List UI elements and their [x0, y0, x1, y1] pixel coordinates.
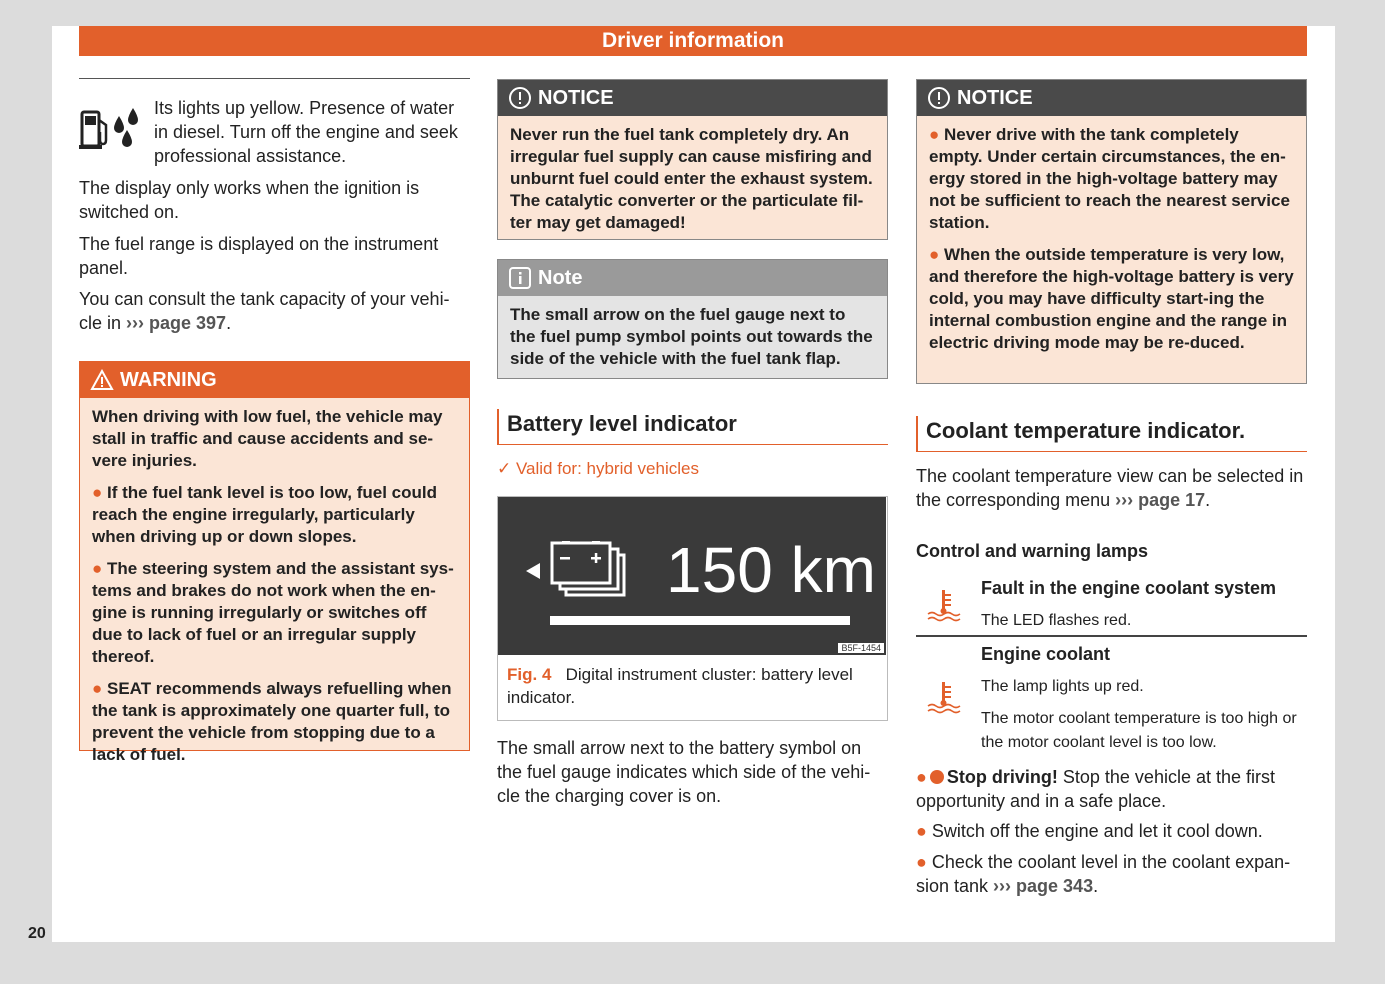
switch-off-text: Switch off the engine and let it cool down. — [926, 821, 1263, 841]
lamp-title: Engine coolant — [981, 644, 1111, 664]
battery-level-bar — [550, 616, 850, 625]
lamp-row-coolant — [916, 642, 1307, 762]
warning-bullet: ● The steering system and the assistant sys-tems and brakes do not work when the en-gine is running irregularly or switches off due to lack of fuel or an irregular supply thereof. — [92, 559, 454, 666]
step-switch-off: ● Switch off the engine and let it cool down. — [916, 821, 1263, 841]
range-value: 150 km — [666, 534, 876, 606]
check-coolant-period: . — [1093, 876, 1099, 896]
stop-driving-text: Stop the vehicle at the first opportunity and in a safe place. — [916, 767, 1275, 811]
notice-box-hybrid — [916, 79, 1307, 384]
warning-intro: When driving with low fuel, the vehicle may stall in traffic and cause accidents and se-vere injuries. — [92, 407, 443, 470]
coolant-temperature-icon — [926, 588, 962, 622]
instrument-display — [498, 497, 886, 655]
step-stop-driving: ●STOP Stop driving! Stop the vehicle at the first opportunity and in a safe place. — [916, 765, 1307, 813]
notice-body — [917, 116, 1306, 362]
page-17-link[interactable]: ››› page 17 — [1115, 490, 1206, 510]
coolant-intro — [916, 464, 1307, 512]
coolant-intro-text: The coolant temperature view can be selected in the corresponding menu — [916, 466, 1304, 510]
coolant-intro-period: . — [1205, 490, 1211, 510]
page-number: 20 — [28, 925, 46, 942]
tank-capacity-text: You can consult the tank capacity of your vehi-cle in — [79, 289, 450, 333]
check-coolant-text: Check the coolant level in the coolant expan-sion tank — [916, 852, 1291, 896]
warning-bullet-text: SEAT recommends always refuelling when the tank is approximately one quarter full, to prevent the vehicle from stopping due to a lack of fuel. — [92, 679, 452, 764]
warning-body — [80, 398, 469, 774]
lamps-heading: Control and warning lamps — [916, 541, 1149, 561]
coolant-section-title: Coolant temperature indicator. — [916, 416, 1307, 452]
notice-body: Never run the fuel tank completely dry. An irregular fuel supply can cause misfiring and unburnt fuel could enter the exhaust system. The catalytic converter or the particulate fil-ter may get damaged! — [510, 125, 873, 232]
page-header: Driver information — [79, 26, 1307, 56]
lamp-text: The LED flashes red. — [981, 612, 1132, 629]
figure-battery-cluster — [497, 496, 888, 721]
lamp-text: The lamp lights up red. — [981, 678, 1144, 695]
figure-label: Fig. 4 — [507, 665, 552, 684]
notice-bullet: ● When the outside temperature is very low, and therefore the high-voltage battery is very cold, you may have difficulty start-ing the internal combustion engine and the range in electric driving mode may be re-duced. — [929, 245, 1294, 352]
lamp-divider — [916, 635, 1307, 637]
exclamation-circle-icon — [508, 86, 532, 110]
lamp-text: The motor coolant temperature is too high or the motor coolant level is too low. — [981, 710, 1297, 751]
warning-bullet: ● If the fuel tank level is too low, fuel could reach the engine irregularly, particularly when driving up or down slopes. — [92, 483, 437, 546]
battery-stack-icon — [524, 541, 628, 597]
notice-bullet-text: Never drive with the tank completely empty. Under certain circumstances, the en-ergy stored in the high-voltage battery may not be sufficient to reach the nearest service station. — [929, 125, 1290, 232]
notice-box-fuel — [497, 79, 888, 240]
coolant-temperature-icon — [926, 680, 962, 714]
note-header — [498, 260, 887, 296]
lamp-row-fault — [916, 576, 1307, 636]
notice-title: NOTICE — [538, 86, 614, 109]
warning-box — [79, 361, 470, 764]
warning-bullet-text: If the fuel tank level is too low, fuel could reach the engine irregularly, particularly when driving up or down slopes. — [92, 483, 437, 546]
info-icon — [508, 266, 532, 290]
stop-driving-label: Stop driving! — [946, 767, 1058, 787]
note-title: Note — [538, 266, 583, 289]
step-check-coolant: ● Check the coolant level in the coolant expan-sion tank ››› page 343. — [916, 852, 1291, 896]
warning-triangle-icon — [90, 369, 114, 391]
notice-bullet: ● Never drive with the tank completely empty. Under certain circumstances, the en-ergy stored in the high-voltage battery may not be sufficient to reach the nearest service station. — [929, 125, 1290, 232]
page-397-link[interactable]: ››› page 397 — [126, 313, 227, 333]
page-343-link[interactable]: ››› page 343 — [993, 876, 1094, 896]
figure-caption-text: Digital instrument cluster: battery level indicator. — [507, 665, 853, 707]
fuel-water-text: Its lights up yellow. Presence of water in diesel. Turn off the engine and seek professional assistance. — [154, 98, 458, 166]
valid-for-label: ✓ Valid for: hybrid vehicles — [497, 459, 699, 478]
warning-bullet-text: The steering system and the assistant sys-tems and brakes do not work when the en-gine is running irregularly or switches off due to lack of fuel or an irregular supply thereof. — [92, 559, 454, 666]
notice-title: NOTICE — [957, 86, 1033, 109]
notice-header — [917, 80, 1306, 116]
note-body: The small arrow on the fuel gauge next to the fuel pump symbol points out towards the side of the vehicle with the fuel tank flap. — [510, 305, 873, 368]
fuel-range-paragraph: The fuel range is displayed on the instrument panel. — [79, 234, 439, 278]
tank-capacity-paragraph — [79, 287, 470, 335]
note-box — [497, 259, 888, 379]
figure-code: B5F-1454 — [838, 643, 884, 653]
warning-bullet: ● SEAT recommends always refuelling when the tank is approximately one quarter full, to prevent the vehicle from stopping due to a lack of fuel. — [92, 679, 452, 764]
display-paragraph: The display only works when the ignition is switched on. — [79, 178, 420, 222]
battery-section-title: Battery level indicator — [497, 409, 888, 445]
exclamation-circle-icon — [927, 86, 951, 110]
notice-header — [498, 80, 887, 116]
warning-title: WARNING — [120, 368, 217, 391]
warning-header — [80, 362, 469, 398]
column-top-rule — [79, 78, 470, 79]
stop-sign-icon — [930, 770, 944, 784]
lamp-title: Fault in the engine coolant system — [981, 578, 1277, 598]
fuel-water-icon — [79, 104, 149, 154]
notice-bullet-text: When the outside temperature is very low, and therefore the high-voltage battery is very cold, you may have difficulty start-ing the internal combustion engine and the range in electric driving mode may be re-duced. — [929, 245, 1294, 352]
figure-caption — [507, 663, 877, 709]
tank-capacity-period: . — [226, 313, 232, 333]
battery-body-paragraph: The small arrow next to the battery symbol on the fuel gauge indicates which side of the vehi-cle the charging cover is on. — [497, 738, 871, 806]
